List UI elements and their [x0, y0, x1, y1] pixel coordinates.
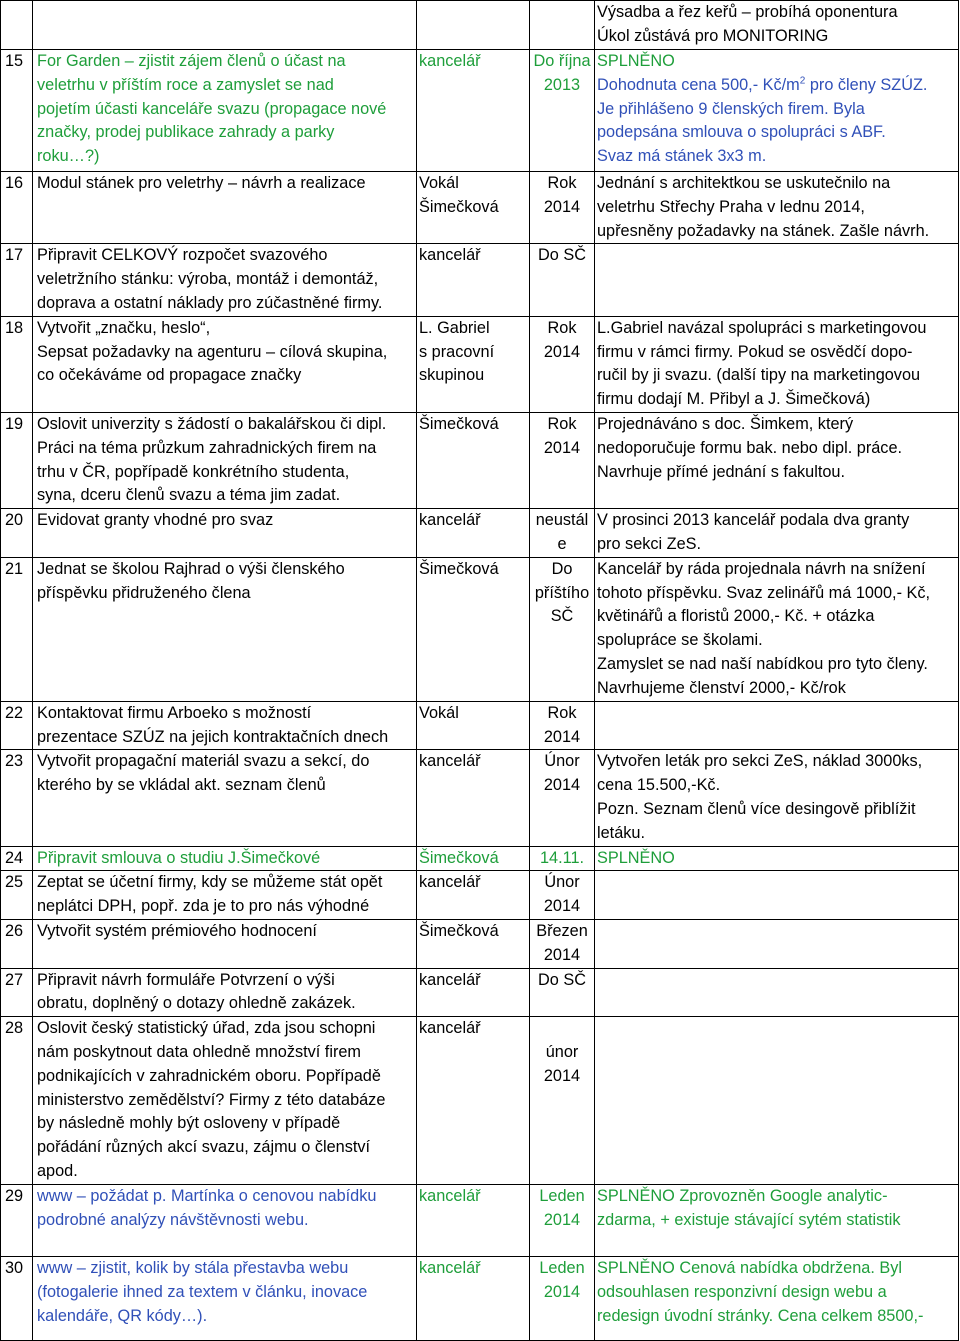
responsible-line: s pracovní	[419, 342, 495, 361]
term-cell	[530, 50, 595, 172]
table-row	[1, 919, 959, 968]
responsible-cell	[417, 750, 530, 846]
task-line: Vytvořit systém prémiového hodnocení	[37, 921, 317, 940]
responsible-line: kancelář	[419, 873, 481, 892]
task-line: Jednat se školou Rajhrad o výši členského	[37, 559, 345, 578]
status-line: podepsána smlouva o spolupráci s ABF.	[597, 123, 886, 142]
term-line: Do SČ	[538, 246, 586, 265]
status-line: Kancelář by ráda projednala návrh na snížení	[597, 559, 926, 578]
task-line: Oslovit český statistický úřad, zda jsou schopni	[37, 1019, 376, 1038]
responsible-line: Šimečková	[419, 414, 499, 433]
term-line: 2014	[543, 1210, 581, 1229]
term-line: 2014	[543, 197, 581, 216]
status-cell	[595, 1257, 959, 1341]
task-line: pořádání různých akcí svazu, zájmu o členství	[37, 1138, 371, 1157]
term-line: Leden	[539, 1187, 585, 1206]
term-line: Do SČ	[538, 970, 586, 989]
term-line: 2014	[543, 1282, 581, 1301]
status-cell	[595, 244, 959, 316]
status-line: ručil by ji svazu. (další tipy na marketingovou	[597, 366, 921, 385]
row-number: 22	[1, 701, 33, 750]
row-number: 25	[1, 871, 33, 920]
status-cell	[595, 412, 959, 508]
status-line: pro sekci ZeS.	[597, 534, 702, 553]
term-line: 2013	[543, 75, 581, 94]
task-cell	[33, 557, 417, 701]
task-line: Připravit návrh formuláře Potvrzení o výši	[37, 970, 335, 989]
status-cell	[595, 1017, 959, 1185]
term-line: 2014	[543, 945, 581, 964]
status-line: tohoto příspěvku. Svaz zelinářů má 1000,- Kč,	[597, 583, 931, 602]
responsible-cell	[417, 509, 530, 558]
status-line: nedoporučuje formu bak. nebo dipl. práce.	[597, 438, 903, 457]
task-cell	[33, 919, 417, 968]
responsible-line: Šimečková	[419, 559, 499, 578]
term-cell	[530, 1, 595, 50]
task-cell	[33, 1017, 417, 1185]
row-number: 23	[1, 750, 33, 846]
responsible-line: kancelář	[419, 970, 481, 989]
row-number: 29	[1, 1185, 33, 1257]
status-text: pro členy SZÚZ.	[805, 75, 928, 94]
status-cell	[595, 316, 959, 412]
status-line: odsouhlasen responzivní design webu a	[597, 1282, 887, 1301]
term-line: Do	[551, 559, 573, 578]
status-line: cena 15.500,-Kč.	[597, 776, 721, 795]
table-row	[1, 172, 959, 244]
task-line: veletrhu v příštím roce a zamyslet se nad	[37, 75, 334, 94]
responsible-cell	[417, 1257, 530, 1341]
term-line: Leden	[539, 1259, 585, 1278]
task-line: For Garden – zjistit zájem členů o účast na	[37, 52, 346, 70]
task-line: Vytvořit propagační materiál svazu a sekcí, do	[37, 752, 370, 771]
status-line: Vytvořen leták pro sekci ZeS, náklad 3000ks,	[597, 752, 923, 771]
table-row	[1, 846, 959, 871]
responsible-line: L. Gabriel	[419, 318, 490, 337]
row-number: 16	[1, 172, 33, 244]
term-line: 14.11.	[539, 848, 585, 867]
term-cell	[530, 412, 595, 508]
task-line: veletržního stánku: výroba, montáž i demontáž,	[37, 270, 379, 289]
status-cell	[595, 750, 959, 846]
task-line: Práci na téma průzkum zahradnických firem na	[37, 438, 377, 457]
task-line: pojetím účasti kanceláře svazu (propagace nové	[37, 99, 387, 118]
row-number: 30	[1, 1257, 33, 1341]
status-line: letáku.	[597, 823, 645, 842]
task-line: podnikajících v zahradnickém oboru. Popřípadě	[37, 1066, 381, 1085]
term-cell	[530, 244, 595, 316]
responsible-cell	[417, 244, 530, 316]
responsible-cell	[417, 701, 530, 750]
status-line: Svaz má stánek 3x3 m.	[597, 147, 767, 166]
task-cell	[33, 968, 417, 1017]
table-row	[1, 316, 959, 412]
task-line: ministerstvo zemědělství? Firmy z této databáze	[37, 1090, 386, 1109]
term-cell	[530, 509, 595, 558]
status-cell	[595, 557, 959, 701]
term-cell	[530, 1257, 595, 1341]
status-line: zdarma, + existuje stávající sytém statistik	[597, 1210, 901, 1229]
term-line: 2014	[543, 897, 581, 916]
table-row	[1, 557, 959, 701]
term-line: Rok	[547, 414, 577, 433]
term-line: Březen	[536, 921, 588, 940]
responsible-cell	[417, 871, 530, 920]
task-line: Zeptat se účetní firmy, kdy se můžeme stát opět	[37, 873, 383, 892]
task-line: roku…?)	[37, 147, 100, 166]
term-cell	[530, 750, 595, 846]
table-row	[1, 509, 959, 558]
status-cell	[595, 1, 959, 50]
task-line: co očekáváme od propagace značky	[37, 366, 302, 385]
task-cell	[33, 412, 417, 508]
status-cell	[595, 871, 959, 920]
responsible-line: kancelář	[419, 246, 481, 265]
task-cell	[33, 316, 417, 412]
status-line	[597, 74, 956, 98]
status-cell	[595, 919, 959, 968]
term-line: 2014	[543, 727, 581, 746]
responsible-cell	[417, 1, 530, 50]
status-cell	[595, 968, 959, 1017]
responsible-cell	[417, 1185, 530, 1257]
term-cell	[530, 172, 595, 244]
responsible-line: Vokál	[419, 174, 459, 192]
task-cell	[33, 701, 417, 750]
status-cell	[595, 846, 959, 871]
table-row	[1, 968, 959, 1017]
row-number: 28	[1, 1017, 33, 1185]
task-line: značky, prodej publikace zahrady a parky	[37, 123, 335, 142]
row-number: 19	[1, 412, 33, 508]
task-line: doprava a ostatní náklady pro zúčastněné firmy.	[37, 293, 383, 312]
task-cell	[33, 244, 417, 316]
task-line: podrobné analýzy návštěvnosti webu.	[37, 1210, 309, 1229]
task-line: by následně mohly být osloveny v případě	[37, 1114, 341, 1133]
status-line: Výsadba a řez keřů – probíhá oponentura	[597, 3, 898, 21]
status-line: Je přihlášeno 9 členských firem. Byla	[597, 99, 865, 118]
status-line: Navrhujeme členství 2000,- Kč/rok	[597, 678, 846, 697]
term-cell	[530, 871, 595, 920]
task-cell	[33, 172, 417, 244]
task-line: neplátci DPH, popř. zda je to pro nás výhodné	[37, 897, 370, 916]
status-cell	[595, 1185, 959, 1257]
responsible-line: Vokál	[419, 703, 459, 722]
task-line: Sepsat požadavky na agenturu – cílová skupina,	[37, 342, 388, 361]
term-line: Do října	[533, 52, 591, 70]
row-number: 17	[1, 244, 33, 316]
responsible-cell	[417, 412, 530, 508]
status-line: upřesněny požadavky na stánek. Zašle návrh.	[597, 221, 930, 240]
term-cell	[530, 968, 595, 1017]
status-line: veletrhu Střechy Praha v lednu 2014,	[597, 197, 865, 216]
task-line: www – zjistit, kolik by stála přestavba webu	[37, 1259, 349, 1278]
term-line: 2014	[543, 438, 581, 457]
table-row	[1, 1017, 959, 1185]
status-cell	[595, 50, 959, 172]
status-line: Jednání s architektkou se uskutečnilo na	[597, 174, 891, 192]
term-cell	[530, 557, 595, 701]
table-row	[1, 701, 959, 750]
term-line: Rok	[547, 318, 577, 337]
responsible-line: kancelář	[419, 1187, 481, 1206]
term-line: Únor	[544, 873, 580, 892]
status-line: SPLNĚNO	[597, 848, 675, 867]
task-line: příspěvku přidruženého člena	[37, 583, 251, 602]
row-number: 15	[1, 50, 33, 172]
task-line: www – požádat p. Martínka o cenovou nabídku	[37, 1187, 377, 1206]
table-row	[1, 1257, 959, 1341]
status-line: firmu v rámci firmy. Pokud se osvědčí dopo-	[597, 342, 913, 361]
term-line: e	[557, 534, 567, 553]
term-cell	[530, 1185, 595, 1257]
responsible-line: skupinou	[419, 366, 485, 385]
task-cell	[33, 1185, 417, 1257]
responsible-line: kancelář	[419, 1019, 481, 1038]
term-cell	[530, 701, 595, 750]
responsible-cell	[417, 1017, 530, 1185]
term-line: Rok	[547, 174, 577, 192]
superscript: 2	[799, 75, 806, 87]
term-cell	[530, 1017, 595, 1185]
task-cell	[33, 509, 417, 558]
term-line: 2014	[543, 342, 581, 361]
task-line: syna, dceru členů svazu a téma jim zadat.	[37, 486, 341, 505]
term-line: 2014	[543, 776, 581, 795]
task-line: Kontaktovat firmu Arboeko s možností	[37, 703, 312, 722]
status-line: redesign úvodní stránky. Cena celkem 8500,-	[597, 1306, 924, 1325]
status-line: Projednáváno s doc. Šimkem, který	[597, 414, 854, 433]
status-text: Dohodnuta cena 500,- Kč/m	[597, 75, 800, 94]
status-line: firmu dodají M. Přibyl a J. Šimečková)	[597, 390, 871, 409]
table-row-continuation	[1, 1, 959, 50]
status-line: Pozn. Seznam členů více desingově přiblížit	[597, 799, 916, 818]
table-row	[1, 871, 959, 920]
task-line: Evidovat granty vhodné pro svaz	[37, 511, 274, 530]
responsible-cell	[417, 172, 530, 244]
responsible-cell	[417, 557, 530, 701]
status-line: Zamyslet se nad naší nabídkou pro tyto členy.	[597, 654, 928, 673]
row-number: 27	[1, 968, 33, 1017]
task-cell	[33, 50, 417, 172]
task-line: obratu, doplněný o dotazy ohledně zakázek.	[37, 994, 356, 1013]
task-cell	[33, 750, 417, 846]
task-cell	[33, 1, 417, 50]
status-cell	[595, 172, 959, 244]
task-line: apod.	[37, 1161, 78, 1180]
row-number: 21	[1, 557, 33, 701]
task-line: nám poskytnout data ohledně množství firem	[37, 1042, 361, 1061]
table-row	[1, 1185, 959, 1257]
task-line: kterého by se vkládal akt. seznam členů	[37, 776, 326, 795]
term-cell	[530, 846, 595, 871]
table-row	[1, 412, 959, 508]
responsible-cell	[417, 316, 530, 412]
task-line: kalendáře, QR kódy…).	[37, 1306, 208, 1325]
term-line: neustál	[535, 511, 589, 530]
task-line: Oslovit univerzity s žádostí o bakalářskou či dipl.	[37, 414, 387, 433]
status-line: V prosinci 2013 kancelář podala dva granty	[597, 511, 910, 530]
responsible-line: kancelář	[419, 1259, 481, 1278]
status-line: SPLNĚNO Zprovozněn Google analytic-	[597, 1187, 888, 1206]
num-cell	[1, 1, 33, 50]
term-cell	[530, 316, 595, 412]
task-line: Připravit smlouva o studiu J.Šimečkové	[37, 848, 321, 867]
responsible-line: kancelář	[419, 52, 481, 70]
status-line: spolupráce se školami.	[597, 631, 763, 650]
term-cell	[530, 919, 595, 968]
table-row	[1, 244, 959, 316]
task-line: trhu v ČR, popřípadě konkrétního studenta,	[37, 462, 350, 481]
responsible-line: Šimečková	[419, 848, 499, 867]
term-line: 2014	[543, 1066, 581, 1085]
status-line: Navrhuje přímé jednání s fakultou.	[597, 462, 845, 481]
status-line: květinářů a floristů 2000,- Kč. + otázka	[597, 607, 875, 626]
responsible-line: Šimečková	[419, 197, 499, 216]
status-line: SPLNĚNO	[597, 52, 675, 70]
responsible-line: kancelář	[419, 752, 481, 771]
row-number: 26	[1, 919, 33, 968]
status-line: L.Gabriel navázal spolupráci s marketingovou	[597, 318, 927, 337]
status-cell	[595, 509, 959, 558]
task-cell	[33, 871, 417, 920]
row-number: 18	[1, 316, 33, 412]
term-line: Rok	[547, 703, 577, 722]
term-line: příštího	[534, 583, 590, 602]
task-cell	[33, 846, 417, 871]
row-number: 24	[1, 846, 33, 871]
responsible-line: kancelář	[419, 511, 481, 530]
row-number: 20	[1, 509, 33, 558]
status-line: Úkol zůstává pro MONITORING	[597, 26, 829, 45]
status-line: SPLNĚNO Cenová nabídka obdržena. Byl	[597, 1259, 902, 1278]
term-line: únor	[545, 1042, 579, 1061]
responsible-cell	[417, 846, 530, 871]
responsible-cell	[417, 968, 530, 1017]
responsible-cell	[417, 50, 530, 172]
table-row	[1, 50, 959, 172]
task-line: Vytvořit „značku, heslo“,	[37, 318, 211, 337]
table-row	[1, 750, 959, 846]
task-cell	[33, 1257, 417, 1341]
task-line: Modul stánek pro veletrhy – návrh a realizace	[37, 174, 366, 192]
responsible-line: Šimečková	[419, 921, 499, 940]
task-line: prezentace SZÚZ na jejich kontraktačních dnech	[37, 727, 389, 746]
responsible-cell	[417, 919, 530, 968]
term-line	[532, 1017, 592, 1041]
task-line: (fotogalerie ihned za textem v článku, inovace	[37, 1282, 368, 1301]
status-cell	[595, 701, 959, 750]
task-line: Připravit CELKOVÝ rozpočet svazového	[37, 246, 328, 265]
term-line: SČ	[550, 607, 574, 626]
term-line: Únor	[544, 752, 580, 771]
